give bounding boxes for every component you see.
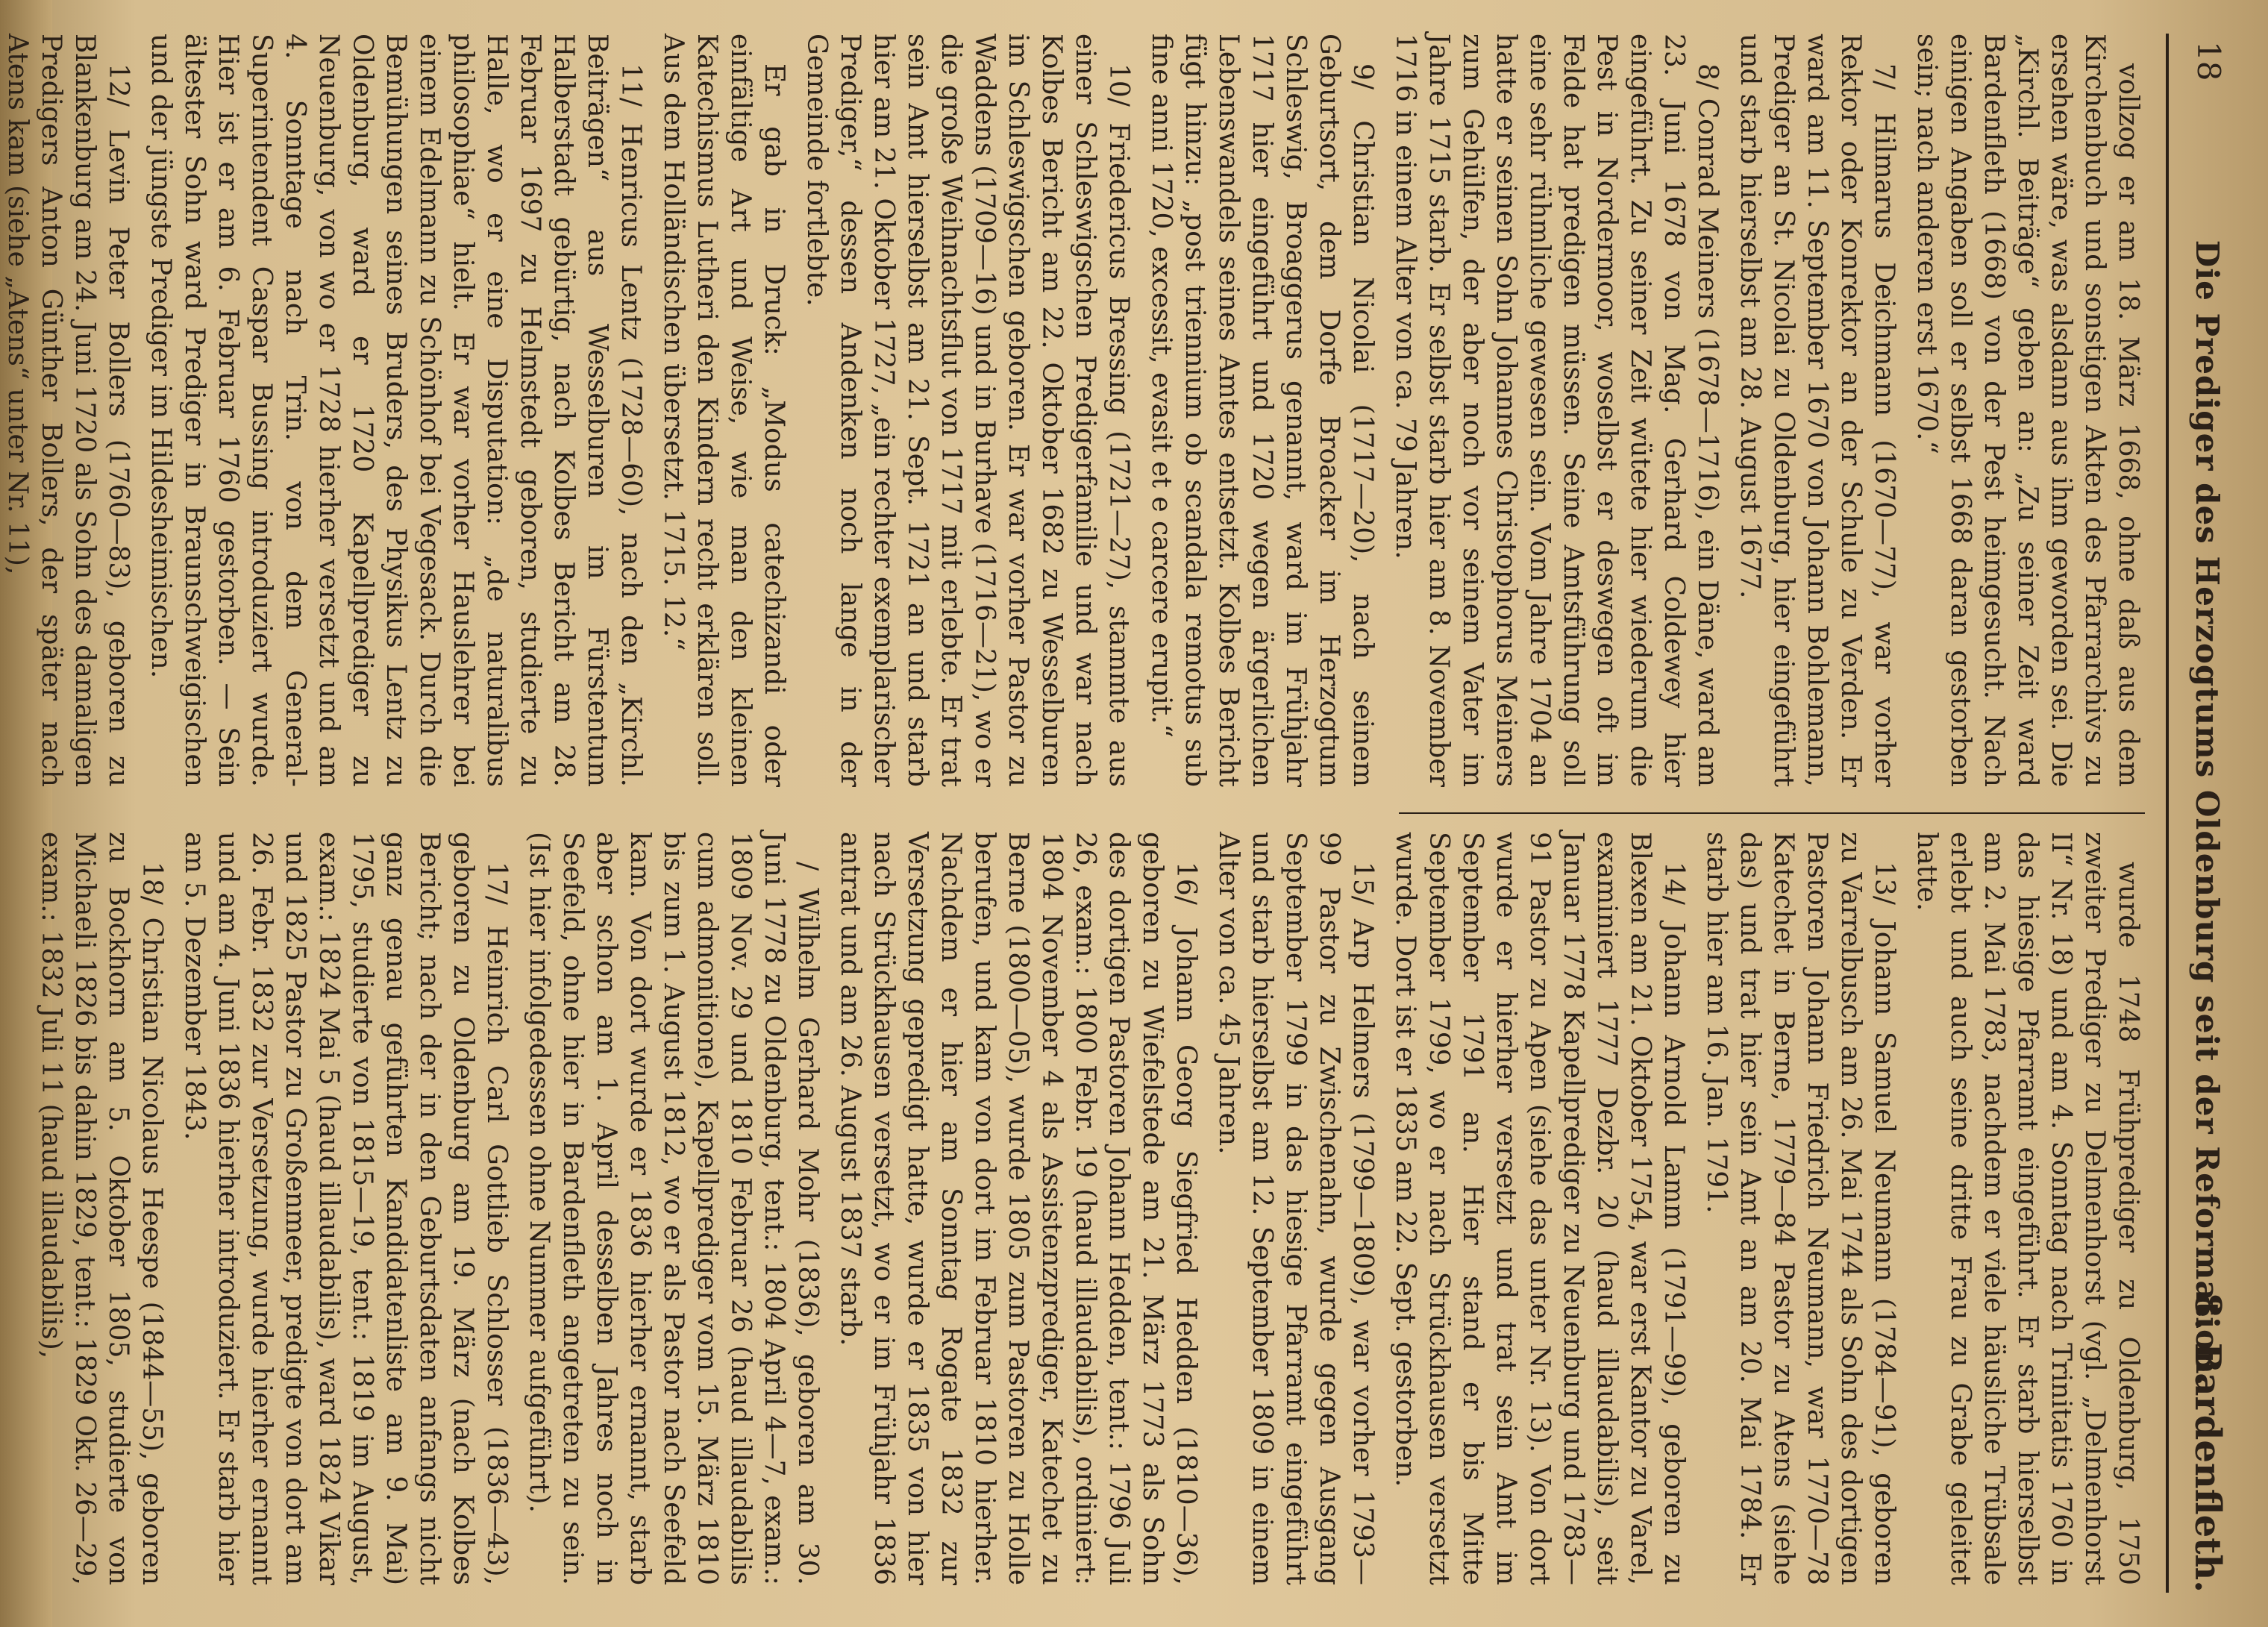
running-title: Die Prediger des Herzogtums Oldenburg seit der Reformation.: [2189, 239, 2225, 1387]
entry-paragraph: 17/ Heinrich Carl Gottlieb Schlosser (1836—43), geboren zu Oldenburg am 19. März (nach Kolbes Bericht; nach der in den Geburtsdaten anfangs nicht ganz genau geführten Kandidatenliste am 9. Mai) 1795, studierte von 1815—19, tent.: 1819 im August, exam.: 1824 Mai 5 (haud illaudabilis), ward 1824 Vikar und 1825 Pastor zu Großenmeer, predigte von dort am 26. Febr. 1832 zur Versetzung, wurde hierher ernannt und am 4. Juni 1836 hierher introduziert. Er starb hier am 5. Dezember 1843.: [179, 832, 512, 1585]
entry-paragraph: 12/ Levin Peter Bollers (1760—83), geboren zu Blankenburg am 24. Juni 1720 als Sohn des damaligen Predigers Anton Günther Bollers, der später nach Atens kam (siehe „Atens“ unter Nr. 11),: [2, 34, 134, 787]
rotated-book-page: [2, 19, 2234, 1608]
entry-paragraph: 10/ Friedericus Bressing (1721—27), stammte aus einer Schleswigschen Predigerfamilie und war nach Kolbes Bericht am 22. Oktober 1682 zu Wesselburen im Schleswigschen geboren. Er war vorher Pastor zu Waddens (1709—16) und in Burhave (1716—21), wo er die große Weihnachtsflut von 1717 mit erlebte. Er trat sein Amt hierselbst am 21. Sept. 1721 an und starb hier am 21. Oktober 1727, „ein rechter exemplarischer Prediger,“ dessen Andenken noch lange in der Gemeinde fortlebte.: [801, 34, 1134, 787]
right-column: [25, 832, 2145, 1585]
entry-paragraph: 15/ Arp Helmers (1799—1809), war vorher 1793—99 Pastor zu Zwischenahn, wurde gegen Ausgang September 1799 in das hiesige Pfarramt eingeführt und starb hierselbst am 12. September 1809 in einem Alter von ca. 45 Jahren.: [1213, 832, 1378, 1585]
left-column: [0, 34, 2145, 787]
entry-paragraph: 7/ Hilmarus Deichmann (1670—77), war vorher Rektor oder Konrektor an der Schule zu Verden. Er ward am 11. September 1670 von Johann Bohlemann, Prediger an St. Nicolai zu Oldenburg, hier eingeführt und starb hierselbst am 28. August 1677.: [1735, 34, 1899, 787]
entry-paragraph: 18/ Christian Nicolaus Heespe (1844—55), geboren zu Bockhorn am 5. Oktober 1805, studierte von Michaeli 1826 bis dahin 1829, tent.: 1829 Okt. 26—29, exam.: 1832 Juli 11 (haud illaudabilis),: [36, 832, 167, 1585]
section-title: 8. Bardenfleth.: [2187, 1293, 2228, 1593]
entry-paragraph: vollzog er am 18. März 1668, ohne daß aus dem Kirchenbuch und sonstigen Akten des Pfarrarchivs zu ersehen wäre, was alsdann aus ihm geworden sei. Die „Kirchl. Beiträge“ geben an: „Zu seiner Zeit ward Bardenfleth (1668) von der Pest heimgesucht. Nach einigen Angaben soll er selbst 1668 daran gestorben sein; nach anderen erst 1670.“: [1911, 34, 2143, 787]
header-rule: [2166, 34, 2169, 1593]
entry-paragraph: 9/ Christian Nicolai (1717—20), nach seinem Geburtsort, dem Dorfe Broacker im Herzogtum Schleswig, Broaggerus genannt, ward im Frühjahr 1717 hier eingeführt und 1720 wegen ärgerlichen Lebenswandels seines Amtes entsetzt. Kolbes Bericht fügt hinzu: „post triennium ob scandala remotus sub fine anni 1720, excessit, evasit et e carcere erupit.“: [1146, 34, 1378, 787]
entry-paragraph: 8/ Conrad Meiners (1678—1716), ein Däne, ward am 23. Juni 1678 von Mag. Gerhard Coldewey hier eingeführt. Zu seiner Zeit wütete hier wiederum die Pest in Nordermoor, woselbst er deswegen oft im Felde hat predigen müssen. Seine Amtsführung soll eine sehr rühmliche gewesen sein. Vom Jahre 1704 an hatte er seinen Sohn Johannes Christophorus Meiners zum Gehülfen, der aber noch vor seinem Vater im Jahre 1715 starb. Er selbst starb hier am 8. November 1716 in einem Alter von ca. 79 Jahren.: [1390, 34, 1723, 787]
entry-paragraph: 16/ Johann Georg Siegfried Hedden (1810—36), geboren zu Wiefelstede am 21. März 1773 als Sohn des dortigen Pastoren Johann Hedden, tent.: 1796 Juli 26, exam.: 1800 Febr. 19 (haud illaudabilis), ordiniert: 1804 November 4 als Assistenzprediger, Katechet zu Berne (1800—05), wurde 1805 zum Pastoren zu Holle berufen, und kam von dort im Februar 1810 hierher. Nachdem er hier am Sonntag Rogate 1832 zur Versetzung gepredigt hatte, wurde er 1835 von hier nach Strückhausen versetzt, wo er im Frühjahr 1836 antrat und am 26. August 1837 starb.: [835, 832, 1201, 1585]
page-header: [2167, 19, 2234, 1608]
entry-paragraph: 11/ Henricus Lentz (1728—60), nach den „Kirchl. Beiträgen“ aus Wesselburen im Fürstentum Halberstadt gebürtig, nach Kolbes Bericht am 28. Februar 1697 zu Helmstedt geboren, studierte zu Halle, wo er eine Disputation: „de naturalibus philosophiae“ hielt. Er war vorher Hauslehrer bei einem Edelmann zu Schönhof bei Vegesack. Durch die Bemühungen seines Bruders, des Physikus Lentz zu Oldenburg, ward er 1720 Kapellprediger zu Neuenburg, von wo er 1728 hierher versetzt und am 4. Sonntage nach Trin. von dem General-Superintendent Caspar Bussing introduziert wurde. Hier ist er am 6. Februar 1760 gestorben. — Sein ältester Sohn ward Prediger in Braunschweigischen und der jüngste Prediger im Hildesheimischen.: [145, 34, 646, 787]
entry-paragraph: / Wilhelm Gerhard Mohr (1836), geboren am 30. Juni 1778 zu Oldenburg, tent.: 1804 April 4—7, exam.: 1809 Nov. 29 und 1810 Februar 26 (haud illaudabilis cum admonitione), Kapellprediger vom 15. März 1810 bis zum 1. August 1812, wo er als Pastor nach Seefeld kam. Von dort wurde er 1836 hierher ernannt, starb aber schon am 1. April desselben Jahres noch in Seefeld, ohne hier in Bardenfleth angetreten zu sein. (Ist hier infolgedessen ohne Nummer aufgeführt).: [524, 832, 823, 1585]
entry-paragraph: 13/ Johann Samuel Neumann (1784—91), geboren zu Varrelbusch am 26. Mai 1744 als Sohn des dortigen Pastoren Johann Friedrich Neumann, war 1770—78 Katechet in Berne, 1779—84 Pastor zu Atens (siehe das) und trat hier sein Amt an am 20. Mai 1784. Er starb hier am 16. Jan. 1791.: [1701, 832, 1899, 1585]
page-number: 18: [2190, 41, 2227, 81]
entry-paragraph: Er gab in Druck: „Modus catechizandi oder einfältige Art und Weise, wie man den kleinen Katechismus Lutheri den Kindern recht erklären soll. Aus dem Holländischen übersetzt. 1715. 12.“: [658, 34, 789, 787]
column-divider: [1399, 812, 2145, 814]
entry-paragraph: wurde 1748 Frühprediger zu Oldenburg, 1750 zweiter Prediger zu Delmenhorst (vgl. „Delmenhorst II“ Nr. 18) und am 4. Sonntag nach Trinitatis 1760 in das hiesige Pfarramt eingeführt. Er starb hierselbst am 2. Mai 1783, nachdem er viele häusliche Trübsale erlebt und auch seine dritte Frau zu Grabe geleitet hatte.: [1911, 832, 2143, 1585]
entry-paragraph: 14/ Johann Arnold Lamm (1791—99), geboren zu Blexen am 21. Oktober 1754, war erst Kantor zu Varel, examiniert 1777 Dezbr. 20 (haud illaudabilis), seit Januar 1778 Kapellprediger zu Neuenburg und 1783—91 Pastor zu Apen (siehe das unter Nr. 13). Von dort wurde er hierher versetzt und trat sein Amt im September 1791 an. Hier stand er bis Mitte September 1799, wo er nach Strückhausen versetzt wurde. Dort ist er 1835 am 22. Sept. gestorben.: [1390, 832, 1689, 1585]
